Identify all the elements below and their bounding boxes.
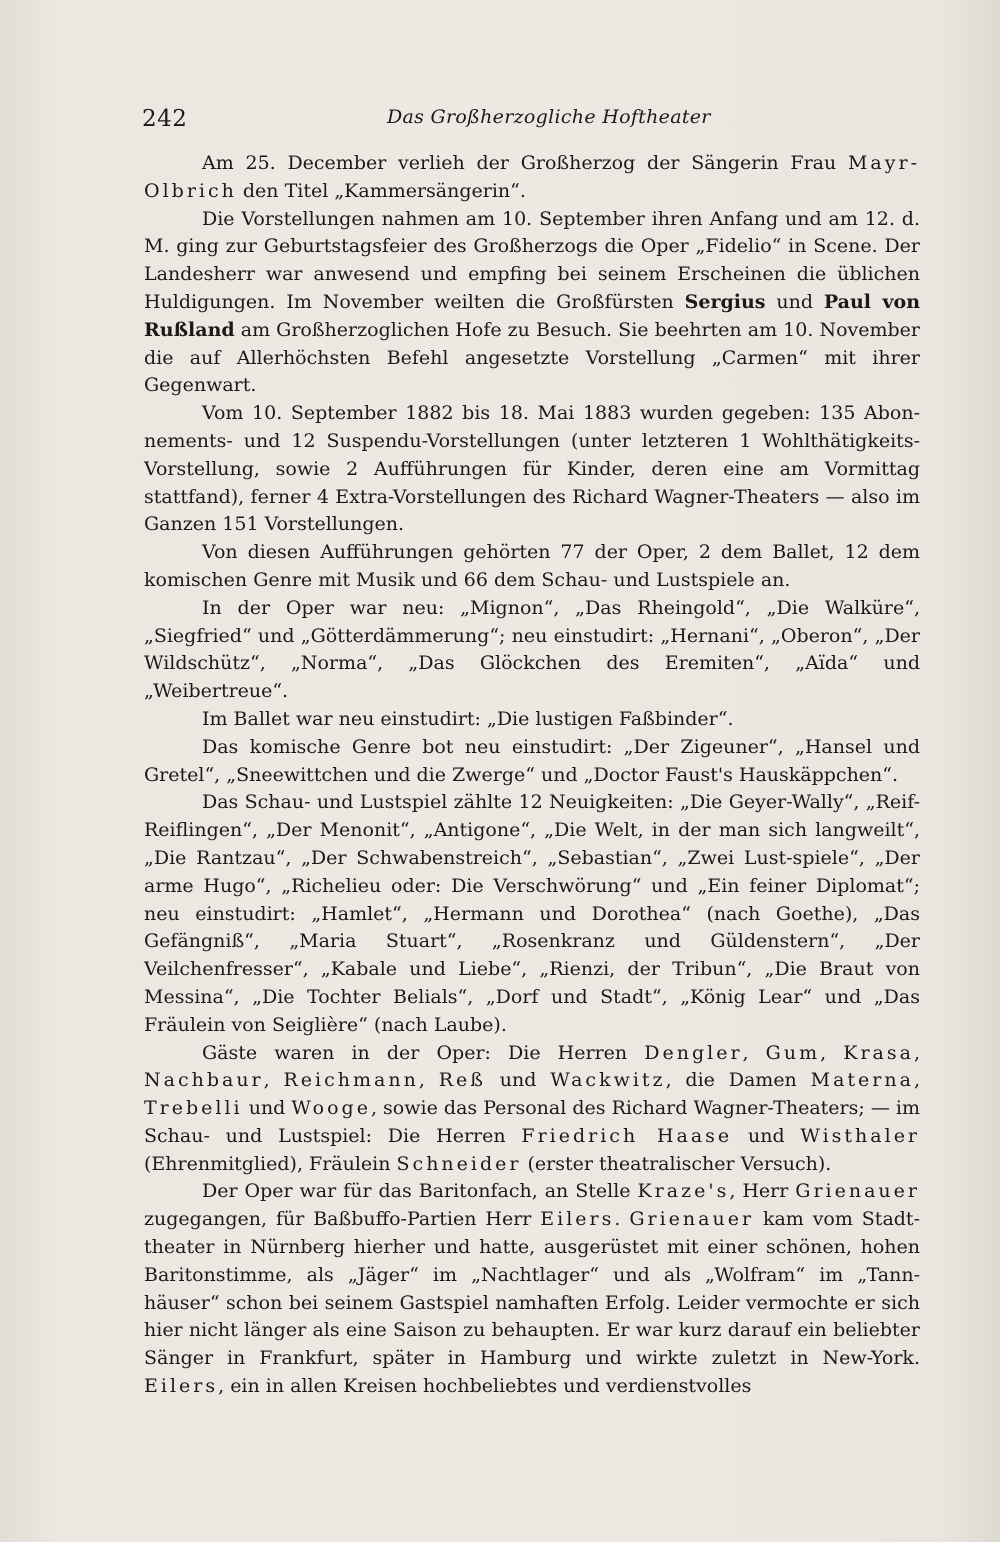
text-segment: , <box>742 1041 766 1064</box>
text-segment: Vom 10. September 1882 bis 18. Mai 1883 wurden gegeben: 135 Abon-nements- und 12 Suspendu-Vorstellungen (unter letzteren 1 Wohlthätigkeits-Vorstellung, sowie 2 Aufführungen für Kinder, deren eine am Vormittag stattfand), ferner 4 Extra-Vorstellungen des Richard Wagner-Theaters — also im Ganzen 151 Vorstellungen. <box>144 402 920 536</box>
paragraph <box>144 789 920 1039</box>
spaced-name: Wackwitz <box>550 1069 666 1092</box>
spaced-name: Eilers <box>540 1208 615 1231</box>
text-segment: . <box>614 1208 630 1231</box>
paragraph <box>144 1040 920 1179</box>
text-segment: , die Damen <box>665 1069 811 1092</box>
spaced-name: Wooge <box>291 1097 371 1120</box>
text-segment: , <box>913 1041 920 1064</box>
text-segment: , <box>820 1041 844 1064</box>
text-segment: Der Oper war für das Baritonfach, an Stelle <box>202 1180 638 1203</box>
paragraph <box>144 150 920 206</box>
spaced-name: Dengler <box>644 1041 743 1064</box>
text-segment: (erster theatralischer Versuch). <box>521 1152 832 1175</box>
spaced-name: Friedrich Haase <box>521 1124 733 1147</box>
text-segment: Im Ballet war neu einstudirt: „Die lustigen Faßbinder“. <box>202 707 734 730</box>
page-header <box>142 104 858 138</box>
paragraph <box>144 1178 920 1400</box>
text-segment: , <box>913 1069 920 1092</box>
text-segment: und <box>242 1097 292 1120</box>
spaced-name: Schneider <box>396 1152 522 1175</box>
page-number: 242 <box>142 106 188 132</box>
text-segment: , sowie das Personal des Richard Wagner-Theaters; — im Schau- und Lustspiel: Die Herren <box>144 1097 921 1147</box>
text-segment: den Titel „Kammersängerin“. <box>236 179 526 202</box>
spaced-name: Krasa <box>843 1041 914 1064</box>
text-segment: Das Schau- und Lustspiel zählte 12 Neuigkeiten: „Die Geyer-Wally“, „Reif-Reiflingen“, „Der Menonit“, „Antigone“, „Die Welt, in der man sich langweilt“, „Die Rantzau“, „Der Schwabenstreich“, „Sebastian“, „Zwei Lust-spiele“, „Der arme Hugo“, „Richelieu oder: Die Verschwörung“ und „Ein feiner Diplomat“; neu einstudirt: „Hamlet“, „Hermann und Dorothea“ (nach Goethe), „Das Gefängniß“, „Maria Stuart“, „Rosenkranz und Güldenstern“, „Der Veilchenfresser“, „Kabale und Liebe“, „Rienzi, der Tribun“, „Die Braut von Messina“, „Die Tochter Belials“, „Dorf und Stadt“, „König Lear“ und „Das Fräulein von Seiglière“ (nach Laube). <box>144 791 920 1036</box>
running-title: Das Großherzogliche Hoftheater <box>387 106 711 128</box>
text-segment: und <box>765 290 824 313</box>
text-segment: Von diesen Aufführungen gehörten 77 der Oper, 2 dem Ballet, 12 dem komischen Genre mit Musik und 66 dem Schau- und Lustspiele an. <box>144 541 920 591</box>
bold-name: Sergius <box>684 290 766 313</box>
spaced-name: Gum <box>765 1041 821 1064</box>
text-segment: kam vom Stadt-theater in Nürnberg hierher und hatte, ausgerüstet mit einer schönen, hohen Baritonstimme, als „Jäger“ im „Nachtlager“ und als „Wolfram“ im „Tann-häuser“ schon bei seinem Gastspiel namhaften Erfolg. Leider vermochte er sich hier nicht länger als eine Saison zu behaupten. Er war kurz darauf ein beliebter Sänger in Frankfurt, später in Hamburg und wirkte zuletzt in New-York. <box>144 1208 920 1370</box>
body-text <box>144 150 920 1401</box>
text-segment: Am 25. December verlieh der Großherzog der Sängerin Frau <box>202 152 848 174</box>
paragraph <box>144 595 920 706</box>
paragraph <box>144 706 920 734</box>
spaced-name: Grienauer <box>629 1208 755 1231</box>
spaced-name: Reß <box>438 1069 486 1092</box>
paragraph <box>144 400 920 539</box>
paragraph <box>144 539 920 595</box>
spaced-name: Materna <box>810 1069 914 1092</box>
text-segment: , <box>418 1069 439 1092</box>
text-segment: (Ehrenmitglied), Fräulein <box>144 1152 397 1175</box>
spaced-name: Reichmann <box>283 1069 419 1092</box>
text-segment: am Großherzoglichen Hofe zu Besuch. Sie beehrten am 10. November die auf Allerhöchsten Befehl angesetzte Vorstellung „Carmen“ mit ihrer Gegenwart. <box>144 318 920 397</box>
bold-name: Paul von Rußland <box>144 290 921 341</box>
spaced-name: Eilers <box>144 1375 219 1398</box>
text-segment: , ein in allen Kreisen hochbeliebtes und verdienstvolles <box>218 1375 752 1398</box>
text-segment: Das komische Genre bot neu einstudirt: „Der Zigeuner“, „Hansel und Gretel“, „Sneewittchen und die Zwerge“ und „Doctor Faust's Hauskäppchen“. <box>144 735 920 786</box>
spaced-name: Nachbaur <box>144 1069 264 1092</box>
text-segment: und <box>732 1124 801 1147</box>
text-segment: Die Vorstellungen nahmen am 10. September ihren Anfang und am 12. d. M. ging zur Geburtstagsfeier des Großherzogs die Oper „Fidelio“ in Scene. Der Landesherr war anwesend und empfing bei seinem Erscheinen die üblichen Huldigungen. Im November weilten die Großfürsten <box>144 207 920 313</box>
paragraph <box>144 734 920 790</box>
paragraph <box>144 206 920 401</box>
text-segment: In der Oper war neu: „Mignon“, „Das Rheingold“, „Die Walküre“, „Siegfried“ und „Götterdämmerung“; neu einstudirt: „Hernani“, „Oberon“, „Der Wildschütz“, „Norma“, „Das Glöckchen des Eremiten“, „Aïda“ und „Weibertreue“. <box>144 596 920 703</box>
spaced-name: Grienauer <box>795 1180 920 1203</box>
spaced-name: Wisthaler <box>800 1124 921 1147</box>
spaced-name: Mayr-Olbrich <box>144 152 920 202</box>
spaced-name: Trebelli <box>144 1097 243 1120</box>
text-segment: , Herr <box>729 1180 796 1203</box>
text-segment: und <box>485 1069 551 1092</box>
text-segment: Gäste waren in der Oper: Die Herren <box>202 1041 645 1064</box>
text-segment: , <box>263 1069 284 1092</box>
spaced-name: Kraze's <box>637 1180 730 1203</box>
text-segment: zugegangen, für Baßbuffo-Partien Herr <box>144 1208 541 1231</box>
